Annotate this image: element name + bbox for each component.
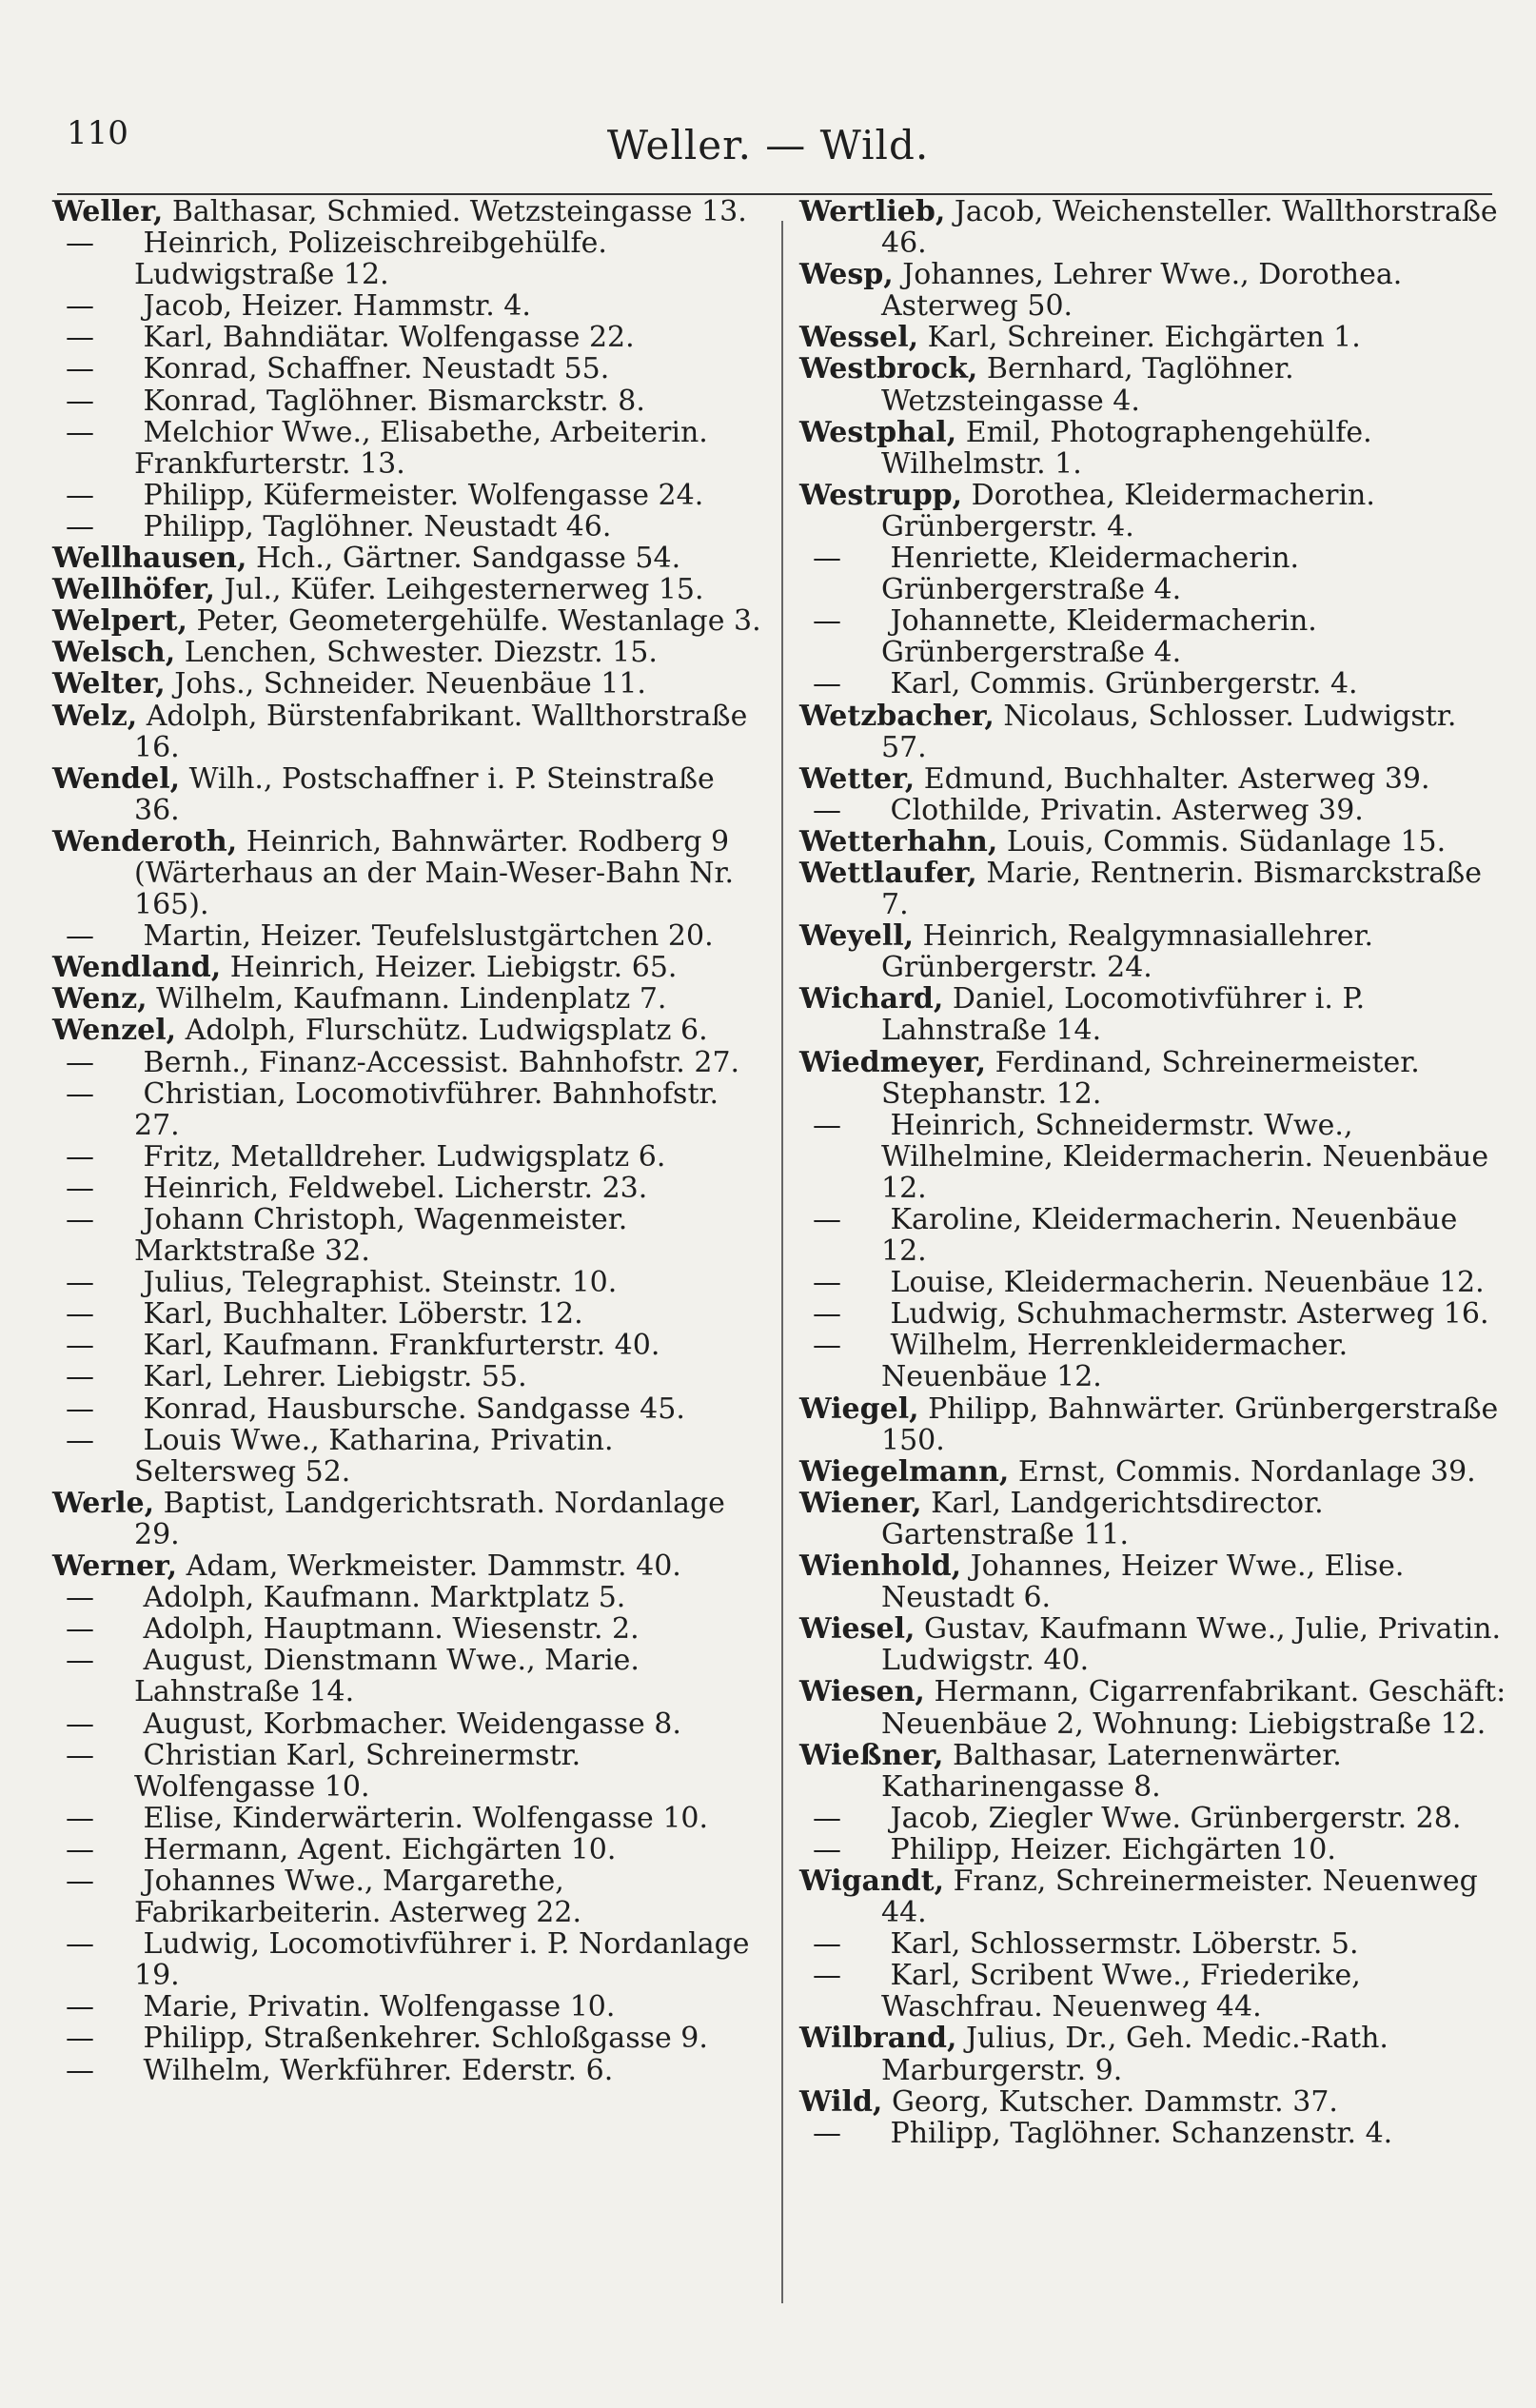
entry-surname: Wetzbacher, [799, 699, 994, 733]
entry-details: Ludwig, Schuhmachermstr. Asterweg 16. [890, 1297, 1489, 1332]
entry-details: Heinrich, Heizer. Liebigstr. 65. [229, 951, 678, 985]
directory-entry [52, 543, 761, 574]
ditto-dash: — [66, 1644, 94, 1678]
entry-details: Jacob, Heizer. Hammstr. 4. [143, 289, 531, 324]
ditto-dash: — [66, 1581, 94, 1615]
directory-entry [799, 1456, 1508, 1488]
ditto-dash: — [66, 1171, 94, 1205]
entry-details: Julius, Dr., Geh. Medic.-Rath. Marburgerstr. 9. [881, 2022, 1388, 2087]
directory-entry [52, 763, 761, 826]
entry-details: Hermann, Agent. Eichgärten 10. [143, 1832, 617, 1866]
directory-entry [799, 1865, 1508, 1928]
directory-entry [799, 763, 1508, 795]
directory-entry [52, 1298, 761, 1330]
directory-entry [52, 1393, 761, 1425]
directory-entry [799, 417, 1508, 480]
entry-details: Adam, Werkmeister. Dammstr. 40. [186, 1549, 681, 1584]
entry-surname: Wilbrand, [799, 2022, 957, 2056]
entry-details: Louis, Commis. Südanlage 15. [1006, 824, 1447, 859]
directory-entry [799, 2023, 1508, 2085]
directory-entry [52, 227, 761, 290]
entry-details: Philipp, Straßenkehrer. Schloßgasse 9. [143, 2022, 708, 2056]
ditto-dash: — [66, 321, 94, 355]
directory-entry [799, 1803, 1508, 1834]
ditto-dash: — [66, 352, 94, 386]
entry-surname: Werle, [52, 1486, 155, 1520]
entry-details: Jacob, Weichensteller. Wallthorstraße 46. [881, 195, 1498, 261]
entry-surname: Wießner, [799, 1738, 944, 1772]
entry-details: Johannes, Heizer Wwe., Elise. Neustadt 6. [881, 1549, 1405, 1615]
entry-details: Martin, Heizer. Teufelslustgärtchen 20. [143, 919, 714, 954]
running-head: Weller. — Wild. [606, 122, 930, 168]
directory-entry [799, 668, 1508, 700]
entry-details: Lenchen, Schwester. Diezstr. 15. [184, 636, 658, 670]
entry-details: Heinrich, Polizeischreibgehülfe. Ludwigstraße 12. [134, 227, 607, 292]
entry-surname: Wellhöfer, [52, 573, 216, 607]
directory-entry [52, 1740, 761, 1803]
directory-entry [799, 1267, 1508, 1298]
entry-details: Balthasar, Schmied. Wetzsteingasse 13. [171, 195, 747, 228]
directory-entry [799, 2118, 1508, 2149]
entry-details: Philipp, Küfermeister. Wolfengasse 24. [143, 478, 704, 512]
directory-entry [52, 701, 761, 763]
entry-details: Johs., Schneider. Neuenbäue 11. [174, 667, 646, 701]
directory-entry [799, 1298, 1508, 1330]
directory-entry [799, 605, 1508, 668]
entry-surname: Wetter, [799, 761, 916, 796]
directory-entry [52, 574, 761, 605]
entry-details: Heinrich, Feldwebel. Licherstr. 23. [143, 1171, 648, 1205]
entry-details: Heinrich, Realgymnasiallehrer. Grünbergerstr. 24. [881, 919, 1374, 985]
directory-entry [52, 1928, 761, 1991]
entry-details: Adolph, Flurschütz. Ludwigsplatz 6. [185, 1014, 708, 1048]
entry-details: Karl, Commis. Grünbergerstr. 4. [890, 667, 1358, 701]
directory-entry [52, 1550, 761, 1582]
entry-details: Johannes, Lehrer Wwe., Dorothea. Asterweg 50. [881, 258, 1403, 324]
ditto-dash: — [66, 384, 94, 418]
entry-details: Wilhelm, Herrenkleidermacher. Neuenbäue 12. [881, 1329, 1349, 1394]
page-number: 110 [67, 114, 128, 152]
ditto-dash: — [813, 1108, 841, 1142]
directory-entry [52, 1645, 761, 1707]
ditto-dash: — [66, 1423, 94, 1457]
entry-details: Daniel, Locomotivführer i. P. Lahnstraße 14. [881, 982, 1366, 1048]
directory-entry [52, 1834, 761, 1865]
directory-entry [52, 605, 761, 637]
ditto-dash: — [66, 1297, 94, 1332]
directory-entry [799, 1834, 1508, 1865]
entry-details: Heinrich, Bahnwärter. Rodberg 9 (Wärterhaus an der Main-Weser-Bahn Nr. 165). [134, 824, 735, 922]
directory-entry [52, 353, 761, 385]
entry-surname: Wendel, [52, 761, 181, 796]
entry-surname: Welz, [52, 699, 138, 733]
entry-surname: Wiesel, [799, 1612, 916, 1647]
ditto-dash: — [813, 1329, 841, 1363]
entry-details: Karl, Schlossermstr. Löberstr. 5. [890, 1927, 1359, 1962]
ditto-dash: — [813, 2116, 841, 2150]
directory-entry [799, 1676, 1508, 1739]
entry-details: Gustav, Kaufmann Wwe., Julie, Privatin. Ludwigstr. 40. [881, 1612, 1502, 1678]
entry-surname: Wettlaufer, [799, 856, 977, 890]
entry-details: Bernh., Finanz-Accessist. Bahnhofstr. 27. [143, 1045, 740, 1079]
ditto-dash: — [66, 1203, 94, 1236]
ditto-dash: — [66, 1392, 94, 1426]
ditto-dash: — [813, 1266, 841, 1300]
entry-surname: Wenz, [52, 982, 148, 1016]
entry-details: Karl, Bahndiätar. Wolfengasse 22. [143, 321, 635, 355]
entry-details: Emil, Photographengehülfe. Wilhelmstr. 1. [881, 415, 1372, 481]
directory-entry [52, 1613, 761, 1645]
entry-surname: Wessel, [799, 321, 919, 355]
entry-surname: Westrupp, [799, 478, 963, 512]
entry-surname: Wesp, [799, 258, 894, 292]
entry-details: Johann Christoph, Wagenmeister. Marktstraße 32. [134, 1203, 628, 1269]
directory-entry [52, 1267, 761, 1298]
entry-details: Melchior Wwe., Elisabethe, Arbeiterin. Frankfurterstr. 13. [134, 415, 708, 481]
directory-entry [799, 196, 1508, 259]
entry-details: Fritz, Metalldreher. Ludwigsplatz 6. [143, 1139, 666, 1174]
directory-entry [799, 259, 1508, 322]
entry-details: Karoline, Kleidermacherin. Neuenbäue 12. [881, 1203, 1458, 1269]
entry-surname: Wiegelmann, [799, 1454, 1010, 1489]
directory-entry [52, 920, 761, 952]
left-column [52, 196, 761, 2086]
entry-details: Karl, Scribent Wwe., Friederike, Waschfrau. Neuenweg 44. [881, 1959, 1361, 2024]
ditto-dash: — [813, 1801, 841, 1835]
ditto-dash: — [813, 793, 841, 827]
entry-surname: Wetterhahn, [799, 824, 998, 859]
ditto-dash: — [66, 1738, 94, 1772]
directory-entry [52, 385, 761, 417]
directory-entry [52, 952, 761, 983]
directory-entry [799, 1110, 1508, 1204]
directory-entry [799, 1330, 1508, 1392]
directory-entry [52, 2055, 761, 2086]
entry-surname: Welpert, [52, 604, 187, 639]
ditto-dash: — [66, 1864, 94, 1898]
entry-details: Bernhard, Taglöhner. Wetzsteingasse 4. [881, 352, 1294, 418]
ditto-dash: — [66, 1612, 94, 1647]
entry-surname: Wendland, [52, 951, 222, 985]
entry-details: Marie, Privatin. Wolfengasse 10. [143, 1990, 616, 2024]
entry-details: Adolph, Kaufmann. Marktplatz 5. [143, 1581, 626, 1615]
entry-details: Johannes Wwe., Margarethe, Fabrikarbeiterin. Asterweg 22. [134, 1864, 581, 1930]
entry-surname: Wiedmeyer, [799, 1045, 987, 1079]
entry-details: Christian, Locomotivführer. Bahnhofstr. 27. [134, 1076, 719, 1142]
directory-entry [799, 1613, 1508, 1676]
directory-entry [52, 1425, 761, 1488]
directory-entry [52, 1991, 761, 2023]
directory-entry [52, 1078, 761, 1141]
entry-details: Ferdinand, Schreinermeister. Stephanstr. 12. [881, 1045, 1420, 1111]
ditto-dash: — [813, 667, 841, 701]
entry-details: Franz, Schreinermeister. Neuenweg 44. [881, 1864, 1478, 1930]
directory-entry [52, 1865, 761, 1928]
column-divider [781, 221, 783, 2303]
entry-details: Karl, Schreiner. Eichgärten 1. [927, 321, 1361, 355]
ditto-dash: — [813, 1927, 841, 1962]
ditto-dash: — [66, 1927, 94, 1962]
entry-surname: Wellhausen, [52, 542, 247, 576]
directory-entry [52, 826, 761, 920]
directory-entry [52, 1141, 761, 1173]
entry-details: Wilh., Postschaffner i. P. Steinstraße 36. [134, 761, 715, 827]
entry-details: Georg, Kutscher. Dammstr. 37. [891, 2084, 1338, 2119]
entry-details: Philipp, Heizer. Eichgärten 10. [890, 1832, 1336, 1866]
directory-entry [799, 322, 1508, 353]
directory-entry [52, 322, 761, 353]
entry-details: Karl, Lehrer. Liebigstr. 55. [143, 1360, 527, 1394]
directory-entry [799, 795, 1508, 826]
entry-details: Wilhelm, Kaufmann. Lindenplatz 7. [156, 982, 667, 1016]
ditto-dash: — [813, 604, 841, 639]
ditto-dash: — [66, 2053, 94, 2087]
entry-surname: Wertlieb, [799, 195, 946, 228]
ditto-dash: — [66, 478, 94, 512]
directory-entry [799, 543, 1508, 605]
directory-entry [799, 983, 1508, 1046]
directory-entry [52, 1582, 761, 1613]
ditto-dash: — [813, 542, 841, 576]
entry-surname: Westphal, [799, 415, 957, 449]
entry-details: Christian Karl, Schreinermstr. Wolfengasse 10. [134, 1738, 581, 1804]
entry-details: Konrad, Hausbursche. Sandgasse 45. [143, 1392, 685, 1426]
directory-entry [799, 1047, 1508, 1110]
entry-details: Nicolaus, Schlosser. Ludwigstr. 57. [881, 699, 1457, 764]
entry-details: Marie, Rentnerin. Bismarckstraße 7. [881, 856, 1482, 922]
ditto-dash: — [813, 1297, 841, 1332]
directory-entry [52, 1488, 761, 1550]
directory-entry [799, 1740, 1508, 1803]
entry-details: Henriette, Kleidermacherin. Grünbergerstraße 4. [881, 542, 1300, 607]
entry-details: Hch., Gärtner. Sandgasse 54. [255, 542, 681, 576]
entry-details: August, Dienstmann Wwe., Marie. Lahnstraße 14. [134, 1644, 640, 1709]
directory-entry [799, 2086, 1508, 2118]
entry-details: Philipp, Taglöhner. Neustadt 46. [143, 509, 612, 543]
directory-entry [799, 1204, 1508, 1267]
entry-details: Julius, Telegraphist. Steinstr. 10. [143, 1266, 618, 1300]
entry-details: Louise, Kleidermacherin. Neuenbäue 12. [890, 1266, 1485, 1300]
directory-entry [52, 1361, 761, 1392]
ditto-dash: — [66, 415, 94, 449]
entry-surname: Werner, [52, 1549, 178, 1584]
entry-details: Edmund, Buchhalter. Asterweg 39. [923, 761, 1430, 796]
directory-entry [799, 1550, 1508, 1613]
directory-entry [52, 511, 761, 543]
entry-details: Ernst, Commis. Nordanlage 39. [1017, 1454, 1476, 1489]
ditto-dash: — [66, 289, 94, 324]
entry-surname: Welsch, [52, 636, 176, 670]
entry-details: Balthasar, Laternenwärter. Katharinengasse 8. [881, 1738, 1342, 1804]
entry-details: Hermann, Cigarrenfabrikant. Geschäft: Neuenbäue 2, Wohnung: Liebigstraße 12. [881, 1675, 1506, 1741]
entry-details: Karl, Kaufmann. Frankfurterstr. 40. [143, 1329, 660, 1363]
directory-entry [52, 196, 761, 227]
entry-surname: Wiesen, [799, 1675, 925, 1709]
directory-entry [799, 701, 1508, 763]
entry-details: Konrad, Taglöhner. Bismarckstr. 8. [143, 384, 645, 418]
ditto-dash: — [66, 2022, 94, 2056]
ditto-dash: — [66, 1076, 94, 1111]
ditto-dash: — [813, 1203, 841, 1236]
entry-details: Konrad, Schaffner. Neustadt 55. [143, 352, 610, 386]
directory-entry [52, 1330, 761, 1361]
directory-entry [52, 417, 761, 480]
entry-details: Elise, Kinderwärterin. Wolfengasse 10. [143, 1801, 709, 1835]
directory-entry [52, 1708, 761, 1740]
entry-details: Clothilde, Privatin. Asterweg 39. [890, 793, 1364, 827]
entry-details: Louis Wwe., Katharina, Privatin. Seltersweg 52. [134, 1423, 614, 1489]
ditto-dash: — [66, 1360, 94, 1394]
entry-details: Johannette, Kleidermacherin. Grünbergerstraße 4. [881, 604, 1317, 670]
entry-details: Heinrich, Schneidermstr. Wwe., Wilhelmine, Kleidermacherin. Neuenbäue 12. [881, 1108, 1489, 1205]
entry-details: Ludwig, Locomotivführer i. P. Nordanlage 19. [134, 1927, 750, 1993]
entry-details: Philipp, Taglöhner. Schanzenstr. 4. [890, 2116, 1393, 2150]
entry-surname: Wienhold, [799, 1549, 962, 1584]
directory-entry [52, 983, 761, 1015]
entry-surname: Wiegel, [799, 1392, 919, 1426]
directory-entry [799, 353, 1508, 416]
ditto-dash: — [66, 1329, 94, 1363]
entry-details: Adolph, Hauptmann. Wiesenstr. 2. [143, 1612, 640, 1647]
entry-surname: Weller, [52, 195, 164, 228]
ditto-dash: — [66, 509, 94, 543]
ditto-dash: — [813, 1959, 841, 1993]
entry-surname: Weyell, [799, 919, 915, 954]
entry-surname: Wenzel, [52, 1014, 177, 1048]
directory-entry [52, 1015, 761, 1046]
entry-surname: Wild, [799, 2084, 883, 2119]
ditto-dash: — [66, 1045, 94, 1079]
directory-entry [52, 637, 761, 668]
entry-details: Karl, Landgerichtsdirector. Gartenstraße 11. [881, 1486, 1324, 1551]
entry-details: Baptist, Landgerichtsrath. Nordanlage 29. [134, 1486, 725, 1551]
directory-entry [52, 1803, 761, 1834]
entry-surname: Welter, [52, 667, 166, 701]
directory-entry [52, 480, 761, 511]
directory-entry [52, 2023, 761, 2054]
directory-entry [799, 480, 1508, 543]
entry-details: Dorothea, Kleidermacherin. Grünbergerstr. 4. [881, 478, 1375, 543]
directory-entry [52, 1204, 761, 1267]
entry-surname: Wiener, [799, 1486, 922, 1520]
entry-surname: Wichard, [799, 982, 944, 1016]
entry-details: Karl, Buchhalter. Löberstr. 12. [143, 1297, 583, 1332]
entry-surname: Wenderoth, [52, 824, 238, 859]
directory-entry [52, 1173, 761, 1204]
right-column [799, 196, 1508, 2149]
entry-surname: Wigandt, [799, 1864, 945, 1898]
entry-details: Adolph, Bürstenfabrikant. Wallthorstraße 16. [134, 699, 748, 764]
ditto-dash: — [66, 1832, 94, 1866]
ditto-dash: — [813, 1832, 841, 1866]
entry-surname: Westbrock, [799, 352, 978, 386]
directory-entry [799, 1960, 1508, 2023]
directory-entry [799, 1488, 1508, 1550]
entry-details: Peter, Geometergehülfe. Westanlage 3. [196, 604, 761, 639]
ditto-dash: — [66, 1266, 94, 1300]
entry-details: Wilhelm, Werkführer. Ederstr. 6. [143, 2053, 614, 2087]
ditto-dash: — [66, 1707, 94, 1741]
ditto-dash: — [66, 1801, 94, 1835]
directory-entry [799, 858, 1508, 920]
directory-entry [799, 920, 1508, 983]
entry-details: August, Korbmacher. Weidengasse 8. [143, 1707, 681, 1741]
directory-entry [799, 1393, 1508, 1456]
ditto-dash: — [66, 227, 94, 261]
directory-entry [52, 290, 761, 322]
directory-entry [799, 826, 1508, 858]
ditto-dash: — [66, 1990, 94, 2024]
entry-details: Jacob, Ziegler Wwe. Grünbergerstr. 28. [890, 1801, 1462, 1835]
entry-details: Jul., Küfer. Leihgesternerweg 15. [224, 573, 704, 607]
directory-entry [52, 668, 761, 700]
directory-entry [52, 1047, 761, 1078]
directory-entry [799, 1928, 1508, 1960]
entry-details: Philipp, Bahnwärter. Grünbergerstraße 150. [881, 1392, 1499, 1457]
ditto-dash: — [66, 1139, 94, 1174]
ditto-dash: — [66, 919, 94, 954]
